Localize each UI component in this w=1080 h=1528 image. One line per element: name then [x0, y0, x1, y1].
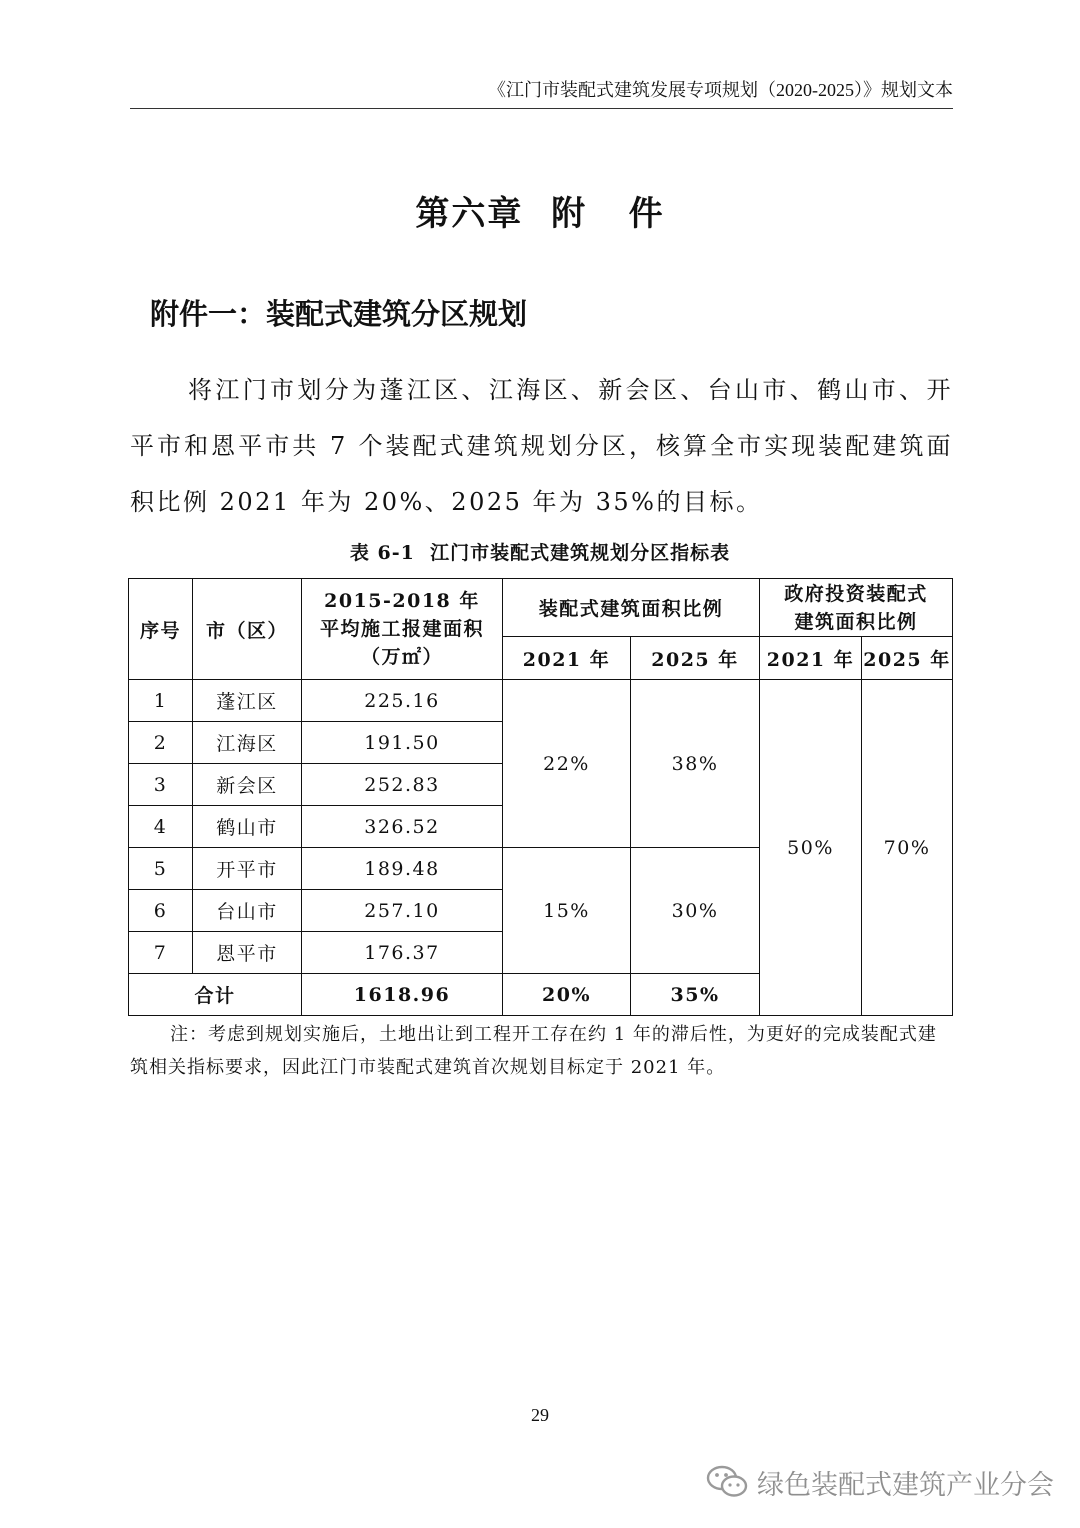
row-seq: 4: [129, 806, 193, 848]
page-number: 29: [531, 1405, 549, 1425]
row-city: 台山市: [193, 890, 302, 932]
gov-2025: 70%: [862, 680, 953, 1016]
total-area: 1618.96: [302, 974, 503, 1016]
header-gov-ratio: 政府投资装配式建筑面积比例: [760, 579, 953, 637]
row-area: 252.83: [302, 764, 503, 806]
group-a-2021: 22%: [503, 680, 631, 848]
watermark: [705, 1462, 1054, 1502]
body-paragraph: 将江门市划分为蓬江区、江海区、新会区、台山市、鹤山市、开平市和恩平市共 7 个装配式建筑规划分区，核算全市实现装配建筑面积比例 2021 年为 20%、2025 年为 35%的目标。: [130, 376, 953, 516]
gov-2021: 50%: [760, 680, 862, 1016]
zoning-table: [128, 578, 953, 1016]
total-label: 合计: [129, 974, 302, 1016]
header-area: 2015-2018 年平均施工报建面积（万㎡）: [302, 579, 503, 680]
row-seq: 7: [129, 932, 193, 974]
group-b-2025: 30%: [631, 848, 760, 974]
header-prefab-2025: 2025 年: [631, 637, 760, 680]
group-b-2021: 15%: [503, 848, 631, 974]
row-city: 恩平市: [193, 932, 302, 974]
chapter-title: 第六章 附 件: [415, 194, 665, 234]
row-area: 257.10: [302, 890, 503, 932]
header-gov-2025: 2025 年: [862, 637, 953, 680]
header-rule: [130, 108, 953, 109]
row-city: 开平市: [193, 848, 302, 890]
row-area: 326.52: [302, 806, 503, 848]
table-note: 注：考虑到规划实施后，土地出让到工程开工存在约 1 年的滞后性，为更好的完成装配式建筑相关指标要求，因此江门市装配式建筑首次规划目标定于 2021 年。: [130, 1024, 937, 1078]
row-city: 鹤山市: [193, 806, 302, 848]
running-header: 《江门市装配式建筑发展专项规划（2020-2025）》规划文本: [488, 80, 953, 100]
table-caption: 表 6-1 江门市装配式建筑规划分区指标表: [349, 542, 731, 564]
header-gov-2021: 2021 年: [760, 637, 862, 680]
row-seq: 2: [129, 722, 193, 764]
row-area: 191.50: [302, 722, 503, 764]
group-a-2025: 38%: [631, 680, 760, 848]
header-prefab-ratio: 装配式建筑面积比例: [503, 579, 760, 637]
header-prefab-2021: 2021 年: [503, 637, 631, 680]
row-city: 江海区: [193, 722, 302, 764]
total-2025: 35%: [631, 974, 760, 1016]
row-city: 新会区: [193, 764, 302, 806]
watermark-text: 绿色装配式建筑产业分会: [757, 1469, 1054, 1501]
section-title: 附件一：装配式建筑分区规划: [150, 297, 528, 331]
header-city: 市（区）: [193, 579, 302, 680]
row-seq: 3: [129, 764, 193, 806]
row-city: 蓬江区: [193, 680, 302, 722]
row-area: 225.16: [302, 680, 503, 722]
row-seq: 1: [129, 680, 193, 722]
row-area: 176.37: [302, 932, 503, 974]
row-seq: 6: [129, 890, 193, 932]
wechat-icon: [705, 1464, 749, 1500]
row-area: 189.48: [302, 848, 503, 890]
total-2021: 20%: [503, 974, 631, 1016]
row-seq: 5: [129, 848, 193, 890]
table-row: [129, 680, 953, 722]
header-seq: 序号: [129, 579, 193, 680]
